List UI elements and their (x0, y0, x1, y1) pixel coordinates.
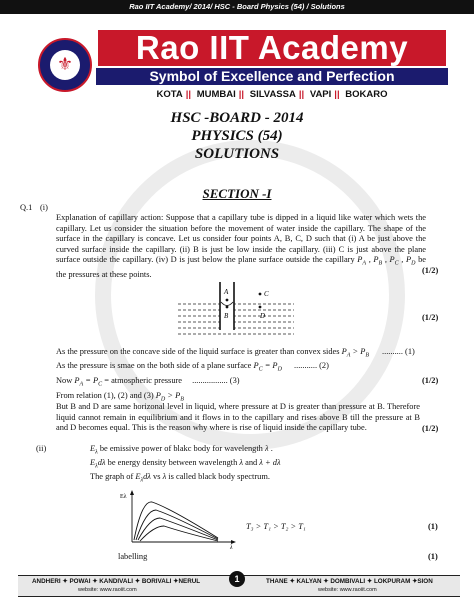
equation-1: .......... (1) (382, 347, 415, 356)
explanation-paragraph: Explanation of capillary action: Suppose that a capillary tube is dipped in a liquid like water which wets the capillary. Let us consider the situation before the movement of water inside the capillary. The shape of the surface in the capillary is concave. Let us consider four points A, B, C, D such that (i) A be just above the curved surface inside the capillary. (ii) B is just be low inside the capillary. (iii) C is just above the plane surface outside the capillary. (iv) D is just below the plane surface outside the capillary $P_A$ , $P_B$ , $P_C$ , $P_D$ be the pressures at these points. (56, 213, 426, 279)
academy-logo (38, 38, 92, 92)
label-c: C (264, 290, 269, 298)
footer-website-left[interactable]: website: www.raoiit.com (78, 587, 137, 593)
section-heading: SECTION -I (202, 186, 272, 201)
label-b: B (224, 312, 229, 320)
city: SILVASSA (249, 89, 296, 100)
question-number: Q.1 (20, 203, 33, 212)
footer-centers-left: ANDHERI ✦ POWAI ✦ KANDIVALI ✦ BORIVALI ✦NERUL (32, 578, 201, 585)
conclusion-paragraph: But B and D are same horizonal level in liquid, where pressure at D is greater than pressure at B. Therefore liquid cannot remain in equilibrium and it flows in to the capillary and rises above B till the pressure at B and D becomes equal. This is the reason why where is rise of liquid inside the capillary tube. (56, 402, 420, 433)
brand-tagline: Symbol of Excellence and Perfection (96, 68, 448, 85)
energy-density-line: $E_\lambda d\lambda$ be energy density between wavelength λ and λ + dλ (90, 458, 281, 470)
title-solutions: SOLUTIONS (194, 146, 280, 162)
city-list: KOTA || MUMBAI || SILVASSA || VAPI || BOKARO (156, 89, 388, 100)
graph-caption: The graph of $E_\lambda d\lambda$ vs λ is called black body spectrum. (90, 472, 270, 484)
city: MUMBAI (196, 89, 236, 100)
labelling-note: labelling (118, 552, 148, 561)
part-label: (ii) (36, 444, 47, 453)
title-subject: PHYSICS (54) (191, 128, 283, 144)
title-board: HSC -BOARD - 2014 (170, 110, 304, 126)
part-label: (i) (40, 203, 48, 212)
brand-name: Rao IIT Academy (98, 30, 446, 66)
pressure-line-3: Now $P_A = P_C$ = atmospheric pressure ................. (3) (56, 376, 240, 388)
pressure-line-1: As the pressure on the concave side of the liquid surface is greater than convex sides $P_A > P_B$ (56, 347, 370, 359)
blackbody-graph (118, 488, 238, 550)
city: BOKARO (345, 89, 388, 100)
marks-half: (1/2) (422, 424, 439, 433)
pressure-line-2: As the pressure is smae on the both side of a plane surface $P_C = P_D$ ........... (2) (56, 361, 329, 373)
marks-one: (1) (428, 522, 438, 531)
temperature-relation: T₃ > T₁ > T₂ > T₁ (246, 522, 306, 531)
emissive-line: $E_\lambda$ be emissive power of blakc body for wavelength λ . (90, 444, 273, 456)
marks-one: (1) (428, 552, 438, 561)
footer-centers-right: THANE ✦ KALYAN ✦ DOMBIVALI ✦ LOKPURAM ✦SION (266, 578, 433, 585)
label-d: D (260, 312, 266, 320)
marks-half: (1/2) (422, 376, 439, 385)
page-number: 1 (229, 571, 245, 587)
footer-website-right[interactable]: website: www.raoiit.com (318, 587, 377, 593)
header-bar: Rao IIT Academy/ 2014/ HSC - Board Physics (54) / Solutions (0, 0, 474, 14)
graph-y-label: Eλ (120, 494, 127, 500)
label-a: A (224, 288, 229, 296)
marks-half: (1/2) (422, 313, 439, 322)
pressure-line-4: From relation (1), (2) and (3) $P_D > P_B$ (56, 391, 184, 403)
marks-half: (1/2) (422, 266, 439, 275)
city: KOTA (156, 89, 183, 100)
city: VAPI (309, 89, 332, 100)
logo-mark: ⚜ (56, 54, 74, 75)
graph-x-label: λ (230, 545, 233, 550)
capillary-figure (176, 282, 296, 342)
